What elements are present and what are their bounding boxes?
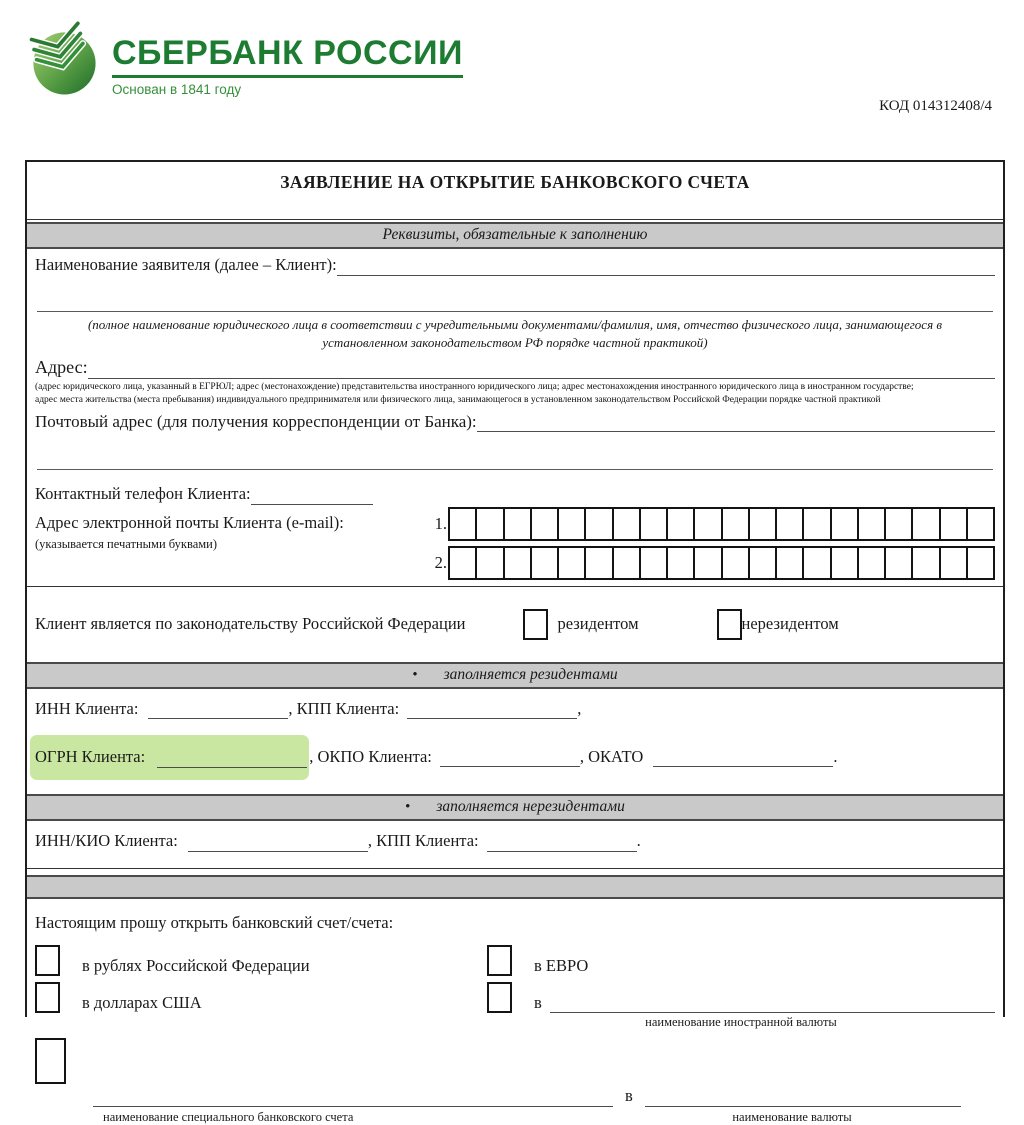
section-bar-required (27, 222, 1003, 249)
inn-kio-line[interactable] (188, 833, 368, 851)
resident-label: резидентом (557, 613, 639, 633)
email-grid-cell[interactable] (612, 546, 641, 580)
contact-phone-label: Контактный телефон Клиента: (35, 484, 251, 504)
rub-checkbox[interactable] (35, 945, 60, 976)
contact-phone-line[interactable] (251, 487, 373, 505)
other-currency-prefix: в (534, 992, 542, 1012)
applicant-name-line-2[interactable] (37, 292, 993, 312)
okpo-label: , ОКПО Клиента: (309, 747, 432, 767)
kpp-label: , КПП Клиента: (288, 698, 400, 718)
comma-text: , (577, 698, 582, 718)
section-bar-nonresidents (27, 794, 1003, 821)
document-code: КОД 014312408/4 (879, 98, 992, 114)
okato-line[interactable] (653, 749, 833, 767)
email-grid-cell[interactable] (639, 546, 668, 580)
kpp-nonres-line[interactable] (487, 833, 637, 851)
inn-label: ИНН Клиента: (35, 698, 139, 718)
email-grid-cell[interactable] (911, 546, 940, 580)
email-grid-cell[interactable] (693, 546, 722, 580)
eur-checkbox[interactable] (487, 945, 512, 976)
email-grid-cell[interactable] (802, 507, 831, 541)
applicant-name-line[interactable] (337, 258, 995, 276)
section-bar-residents (27, 662, 1003, 689)
email-note: (указывается печатными буквами) (35, 537, 218, 552)
brand-tagline: Основан в 1841 году (112, 82, 242, 97)
sberbank-logo (26, 22, 1004, 97)
usd-checkbox[interactable] (35, 982, 60, 1013)
period-text: . (833, 747, 838, 767)
applicant-name-hint: (полное наименование юридического лица в соответствии с учредительными документами/фамилия, имя, отчество физического лица, занимающегося в установленном законодательством РФ порядке частной практикой) (87, 316, 943, 350)
foreign-currency-caption: наименование иностранной валюты (645, 1015, 837, 1030)
email-grid-cell[interactable] (911, 507, 940, 541)
other-currency-checkbox[interactable] (487, 982, 512, 1013)
email-grid-cell[interactable] (939, 546, 968, 580)
section-bar-empty (27, 875, 1003, 899)
email-row-1-index: 1. (434, 513, 447, 533)
email-grid-cell[interactable] (503, 546, 532, 580)
ogrn-label: ОГРН Клиента: (35, 747, 146, 767)
email-grid-cell[interactable] (884, 507, 913, 541)
email-grid-row-1 (448, 507, 995, 541)
email-grid-cell[interactable] (939, 507, 968, 541)
email-grid-cell[interactable] (830, 507, 859, 541)
email-grid-cell[interactable] (721, 507, 750, 541)
special-account-line[interactable] (93, 1089, 613, 1107)
account-request-section (27, 901, 1003, 1125)
nonresident-checkbox[interactable] (717, 609, 742, 640)
email-grid-cell[interactable] (448, 546, 477, 580)
section-bar-required-label: Реквизиты, обязательные к заполнению (382, 226, 648, 243)
email-grid-cell[interactable] (530, 546, 559, 580)
requisites-section (27, 251, 1003, 587)
special-account-checkbox[interactable] (35, 1038, 66, 1084)
bullet-icon-2: • (405, 798, 411, 815)
email-grid-cell[interactable] (584, 546, 613, 580)
application-form (25, 160, 1005, 1124)
usd-label: в долларах США (82, 992, 202, 1012)
address-label: Адрес: (35, 357, 88, 377)
inn-line[interactable] (148, 701, 288, 719)
kpp-line[interactable] (407, 701, 577, 719)
page-header (26, 22, 1004, 114)
address-line[interactable] (88, 361, 995, 379)
email-grid-cell[interactable] (775, 546, 804, 580)
email-grid-cell[interactable] (530, 507, 559, 541)
email-grid-cell[interactable] (557, 507, 586, 541)
brand-underline (112, 75, 463, 78)
brand-name: СБЕРБАНК РОССИИ (112, 34, 463, 72)
email-grid-cell[interactable] (666, 507, 695, 541)
email-grid-cell[interactable] (557, 546, 586, 580)
rub-label: в рублях Российской Федерации (82, 955, 310, 975)
section-bar-nonresidents-label: заполняется нерезидентами (436, 797, 625, 815)
email-grid-cell[interactable] (666, 546, 695, 580)
email-row-2-index: 2. (434, 552, 447, 572)
special-in-label: в (625, 1086, 633, 1106)
period-text-2: . (636, 830, 641, 850)
okato-label: , ОКАТО (579, 747, 644, 767)
email-grid-row-2 (448, 546, 995, 580)
email-grid-cell[interactable] (857, 546, 886, 580)
ogrn-highlight (30, 735, 309, 780)
kpp-nonres-label: , КПП Клиента: (367, 830, 479, 850)
email-grid-cell[interactable] (857, 507, 886, 541)
nonresident-label: нерезидентом (741, 613, 839, 633)
eur-label: в ЕВРО (534, 955, 589, 975)
request-label: Настоящим прошу открыть банковский счет/счета: (35, 912, 394, 932)
postal-address-line[interactable] (477, 415, 995, 433)
email-grid-cell[interactable] (475, 507, 504, 541)
email-grid-cell[interactable] (966, 546, 995, 580)
email-grid-cell[interactable] (448, 507, 477, 541)
email-grid-cell[interactable] (884, 546, 913, 580)
okpo-line[interactable] (440, 749, 580, 767)
form-title: ЗАЯВЛЕНИЕ НА ОТКРЫТИЕ БАНКОВСКОГО СЧЕТА (280, 172, 750, 192)
currency-caption: наименование валюты (732, 1109, 852, 1124)
email-grid-cell[interactable] (639, 507, 668, 541)
special-account-caption: наименование специального банковского счета (103, 1109, 354, 1124)
resident-ids-section (27, 691, 1003, 792)
special-currency-line[interactable] (645, 1089, 961, 1107)
email-grid-cell[interactable] (748, 507, 777, 541)
sberbank-logo-icon (26, 22, 100, 96)
email-grid-cell[interactable] (503, 507, 532, 541)
resident-checkbox[interactable] (523, 609, 548, 640)
email-grid-cell[interactable] (966, 507, 995, 541)
inn-kio-label: ИНН/КИО Клиента: (35, 830, 178, 850)
email-grid-cell[interactable] (748, 546, 777, 580)
email-grid-cell[interactable] (775, 507, 804, 541)
address-hint-line1: (адрес юридического лица, указанный в ЕГРЮЛ; адрес (местонахождение) представительства иностранного юридического лица; адрес местонахождения иностранного юридического лица в иностранном государстве; (35, 381, 914, 392)
email-grid-cell[interactable] (693, 507, 722, 541)
email-grid-cell[interactable] (475, 546, 504, 580)
applicant-name-label: Наименование заявителя (далее – Клиент): (35, 255, 337, 274)
email-grid-cell[interactable] (830, 546, 859, 580)
bullet-icon: • (412, 666, 418, 683)
residency-section (27, 587, 1003, 660)
ogrn-line[interactable] (157, 750, 307, 768)
email-grid-cell[interactable] (721, 546, 750, 580)
email-grid-cell[interactable] (802, 546, 831, 580)
nonresident-ids-section (27, 823, 1003, 869)
address-hint-line2: адрес места жительства (места пребывания) индивидуального предпринимателя или физического лица, занимающегося в установленном законодательством Российской Федерации порядке частной практикой (35, 395, 881, 406)
email-grid-cell[interactable] (612, 507, 641, 541)
section-bar-residents-label: заполняется резидентами (443, 665, 618, 683)
postal-address-label: Почтовый адрес (для получения корреспонденции от Банка): (35, 411, 477, 431)
residency-label: Клиент является по законодательству Российской Федерации (35, 613, 466, 633)
email-label: Адрес электронной почты Клиента (e-mail): (35, 512, 344, 532)
email-grid-cell[interactable] (584, 507, 613, 541)
other-currency-line[interactable] (550, 996, 995, 1014)
postal-address-line-2[interactable] (37, 450, 993, 470)
